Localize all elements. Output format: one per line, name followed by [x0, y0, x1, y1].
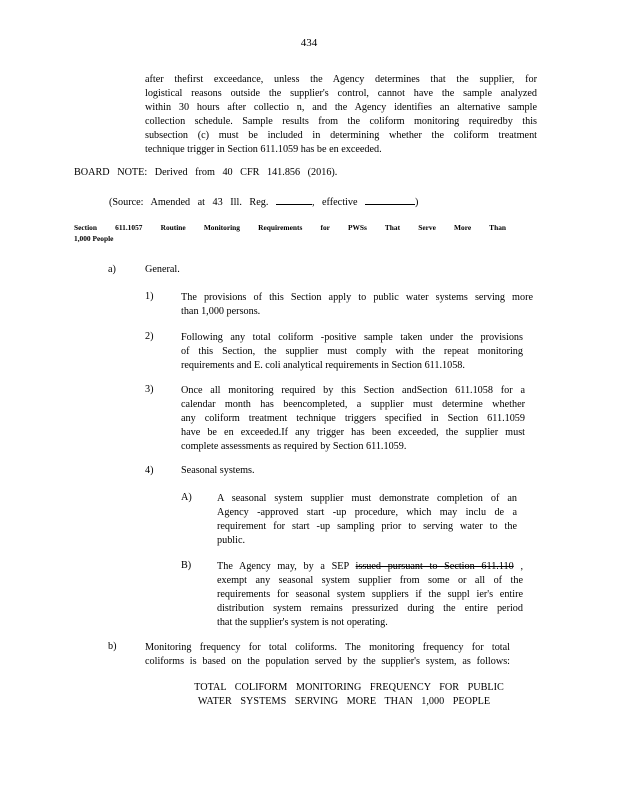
subitem-B-suffix: ,: [520, 561, 524, 572]
item-2-line: requirements and E. coli analytical requirements in Section 611.1058.: [181, 360, 465, 371]
item-3-label: 3): [145, 384, 154, 395]
source-note: [109, 195, 418, 208]
subitem-A-line: Agency -approved start -up procedure, which may inclu de a: [217, 507, 517, 518]
intro-line: after thefirst exceedance, unless the Agency determines that the supplier, for: [145, 74, 537, 85]
subitem-A-label: A): [181, 492, 192, 503]
subitem-B-line: exempt any seasonal system supplier from some or all of the: [217, 575, 523, 586]
item-2-line: of this Section, the supplier must comply with the repeat monitoring: [181, 346, 523, 357]
table-title-line: WATER SYSTEMS SERVING MORE THAN 1,000 PEOPLE: [197, 696, 491, 707]
item-2-label: 2): [145, 331, 154, 342]
source-volume-blank: [276, 195, 312, 205]
subsection-b-text: [145, 641, 510, 669]
subitem-A-line: public.: [217, 535, 246, 546]
item-4-title: Seasonal systems.: [181, 465, 255, 476]
item-1-text: [181, 291, 533, 319]
subitem-B-label: B): [181, 560, 192, 571]
intro-line: logistical reasons outside the supplier's control, cannot have the sample analyzed: [145, 88, 537, 99]
subitem-B-prefix: The Agency may, by a SEP: [217, 561, 349, 572]
source-note-prefix: (Source: Amended at 43 Ill. Reg.: [109, 197, 269, 208]
struck-text: issued pursuant to Section 611.110: [355, 561, 514, 572]
intro-paragraph: [145, 73, 537, 157]
subsection-b-line: Monitoring frequency for total coliforms. The monitoring frequency for total: [145, 642, 510, 653]
item-3-line: any coliform treatment technique triggers specified in Section 611.1059: [181, 413, 525, 424]
intro-line: within 30 hours after collectio n, and the Agency identifies an alternative sample: [145, 102, 537, 113]
item-1-line: than 1,000 persons.: [181, 306, 261, 317]
source-note-suffix: ): [415, 197, 419, 208]
item-1-label: 1): [145, 291, 154, 302]
source-note-middle: , effective: [311, 197, 358, 208]
subitem-B-line: requirements for seasonal system suppliers if the suppl ier's entire: [217, 589, 523, 600]
section-heading-line: 1,000 People: [74, 234, 114, 243]
item-3-line: complete assessments as required by Section 611.1059.: [181, 441, 407, 452]
subsection-b-line: coliforms is based on the population served by the supplier's system, as follows:: [145, 656, 510, 667]
item-1-line: The provisions of this Section apply to public water systems serving more: [181, 292, 533, 303]
subsection-a-title: General.: [145, 264, 180, 275]
item-4-label: 4): [145, 465, 154, 476]
subitem-A-line: requirement for start -up sampling prior to serving water to the: [217, 521, 517, 532]
table-title: [0, 681, 618, 709]
section-heading-line: Section 611.1057 Routine Monitoring Requirements for PWSs That Serve More Than: [74, 223, 506, 232]
subsection-b-label: b): [108, 641, 117, 652]
board-note: BOARD NOTE: Derived from 40 CFR 141.856 (2016).: [74, 167, 338, 178]
subitem-B-text: [217, 560, 523, 630]
subitem-A-text: [217, 492, 517, 548]
item-3-text: [181, 384, 525, 454]
item-3-line: Once all monitoring required by this Section andSection 611.1058 for a: [181, 385, 525, 396]
item-2-line: Following any total coliform -positive sample taken under the provisions: [181, 332, 523, 343]
item-2-text: [181, 331, 523, 373]
subitem-B-line: distribution system remains pressurized during the entire period: [217, 603, 523, 614]
section-heading: [74, 222, 506, 244]
subitem-B-line: that the supplier's system is not operating.: [217, 617, 388, 628]
subitem-B-first-line: [217, 560, 523, 574]
page-number: 434: [300, 37, 318, 49]
table-title-line: TOTAL COLIFORM MONITORING FREQUENCY FOR PUBLIC: [194, 682, 504, 693]
item-3-line: calendar month has beencompleted, a supplier must determine whether: [181, 399, 525, 410]
source-date-blank: [365, 195, 415, 205]
intro-line: subsection (c) must be included in determining whether the coliform treatment: [145, 130, 537, 141]
item-3-line: have be en exceeded.If any trigger has been exceeded, the supplier must: [181, 427, 525, 438]
intro-line: collection schedule. Sample results from the coliform monitoring requiredby this: [145, 116, 537, 127]
subitem-A-line: A seasonal system supplier must demonstrate completion of an: [217, 493, 517, 504]
subsection-a-label: a): [108, 264, 116, 275]
intro-line: technique trigger in Section 611.1059 has be en exceeded.: [145, 144, 382, 155]
